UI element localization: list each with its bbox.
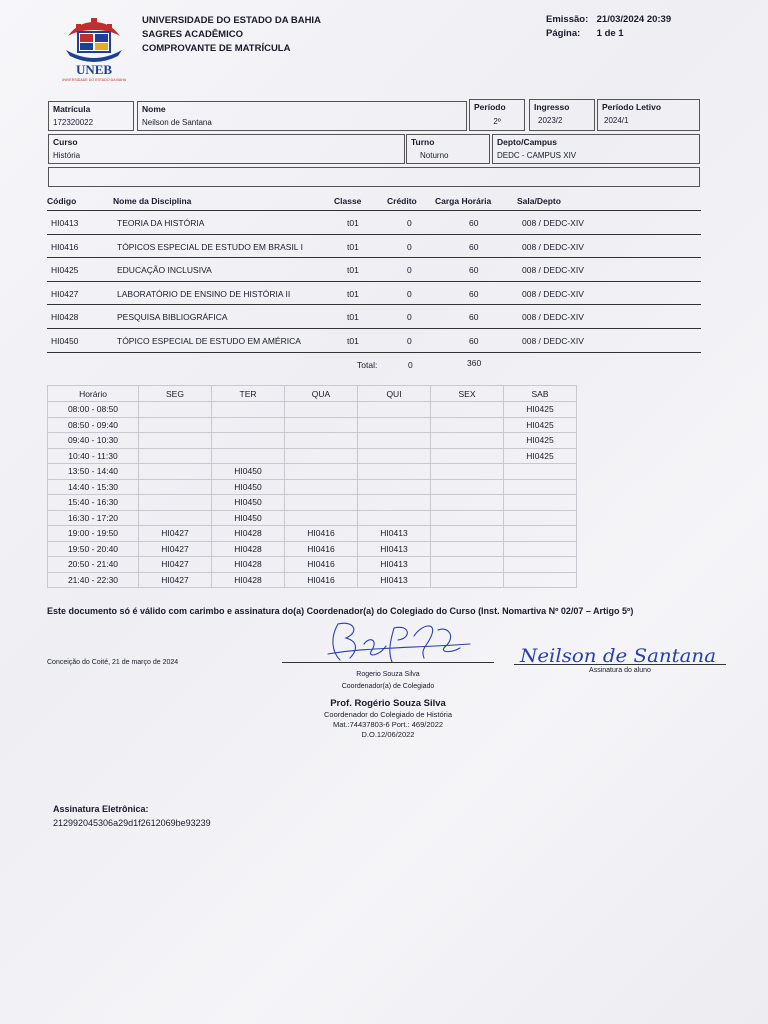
matricula-value: 172320022 bbox=[53, 118, 94, 127]
schedule-slot bbox=[139, 495, 212, 511]
course-class: t01 bbox=[347, 312, 359, 323]
document-title: COMPROVANTE DE MATRÍCULA bbox=[142, 43, 291, 54]
schedule-row bbox=[48, 479, 577, 495]
course-name: TEORIA DA HISTÓRIA bbox=[117, 218, 205, 228]
turno-value: Noturno bbox=[420, 151, 449, 160]
schedule-row bbox=[48, 510, 577, 526]
validity-note: Este documento só é válido com carimbo e assinatura do(a) Coordenador(a) do Colegiado do Curso (Inst. Nomartiva Nº 02/07 – Artigo 5º) bbox=[47, 606, 634, 616]
course-code: HI0428 bbox=[51, 312, 79, 323]
course-credit: 0 bbox=[407, 265, 412, 276]
col-codigo: Código bbox=[47, 196, 77, 206]
schedule-slot: HI0450 bbox=[212, 479, 285, 495]
coordinator-name: Rogerio Souza Silva bbox=[356, 671, 420, 678]
course-hours: 60 bbox=[469, 312, 479, 323]
schedule-slot bbox=[504, 541, 577, 557]
student-signature bbox=[516, 642, 726, 666]
periodo-box bbox=[469, 99, 525, 131]
schedule-time: 20:50 - 21:40 bbox=[48, 557, 139, 573]
course-code: HI0413 bbox=[51, 218, 79, 228]
schedule-slot bbox=[358, 402, 431, 418]
emission-info bbox=[546, 13, 671, 41]
schedule-slot bbox=[285, 479, 358, 495]
schedule-header-0: Horário bbox=[48, 386, 139, 402]
schedule-slot bbox=[431, 557, 504, 573]
svg-text:Neilson de Santana: Neilson de Santana bbox=[518, 645, 716, 666]
schedule-slot bbox=[285, 510, 358, 526]
schedule-time: 21:40 - 22:30 bbox=[48, 572, 139, 588]
nome-label: Nome bbox=[142, 104, 166, 114]
schedule-slot bbox=[431, 541, 504, 557]
schedule-slot bbox=[431, 479, 504, 495]
schedule-header-3: QUA bbox=[285, 386, 358, 402]
schedule-slot: HI0416 bbox=[285, 526, 358, 542]
schedule-slot: HI0413 bbox=[358, 541, 431, 557]
turno-label: Turno bbox=[411, 137, 435, 147]
schedule-slot: HI0450 bbox=[212, 495, 285, 511]
schedule-slot: HI0427 bbox=[139, 557, 212, 573]
stamp-do: D.O.12/06/2022 bbox=[361, 730, 415, 739]
schedule-row bbox=[48, 495, 577, 511]
svg-text:UNEB: UNEB bbox=[75, 62, 113, 77]
schedule-row bbox=[48, 541, 577, 557]
periodo-value: 2º bbox=[493, 117, 501, 126]
table-row bbox=[47, 305, 701, 329]
schedule-slot: HI0427 bbox=[139, 572, 212, 588]
pagina-value: 1 de 1 bbox=[596, 28, 624, 39]
course-room: 008 / DEDC-XIV bbox=[522, 288, 584, 299]
coordinator-role: Coordenador(a) de Colegiado bbox=[341, 683, 435, 690]
course-credit: 0 bbox=[407, 218, 412, 228]
schedule-slot bbox=[285, 464, 358, 480]
table-row bbox=[47, 235, 701, 259]
schedule-slot bbox=[431, 495, 504, 511]
course-hours: 60 bbox=[469, 218, 479, 228]
esig-value: 212992045306a29d1f2612069be93239 bbox=[53, 818, 211, 828]
schedule-slot: HI0428 bbox=[212, 541, 285, 557]
schedule-slot: HI0413 bbox=[358, 526, 431, 542]
course-credit: 0 bbox=[407, 335, 412, 346]
course-room: 008 / DEDC-XIV bbox=[522, 218, 584, 228]
schedule-row bbox=[48, 448, 577, 464]
schedule-header-6: SAB bbox=[504, 386, 577, 402]
course-name: TÓPICO ESPECIAL DE ESTUDO EM AMÉRICA bbox=[117, 335, 301, 346]
ingresso-value: 2023/2 bbox=[538, 116, 563, 125]
depto-value: DEDC - CAMPUS XIV bbox=[497, 151, 577, 160]
schedule-slot bbox=[212, 402, 285, 418]
emissao-label: Emissão: bbox=[546, 14, 589, 25]
course-name: PESQUISA BIBLIOGRÁFICA bbox=[117, 312, 228, 323]
course-name: EDUCAÇÃO INCLUSIVA bbox=[117, 265, 212, 276]
coordinator-block bbox=[282, 669, 494, 693]
schedule-row bbox=[48, 526, 577, 542]
stamp-role: Coordenador do Colegiado de História bbox=[324, 710, 452, 719]
schedule-slot: HI0425 bbox=[504, 402, 577, 418]
schedule-slot: HI0428 bbox=[212, 557, 285, 573]
course-room: 008 / DEDC-XIV bbox=[522, 312, 584, 323]
schedule-slot bbox=[504, 510, 577, 526]
schedule-slot bbox=[139, 479, 212, 495]
schedule-slot bbox=[139, 448, 212, 464]
table-row bbox=[47, 329, 701, 353]
course-credit: 0 bbox=[407, 312, 412, 323]
ingresso-label: Ingresso bbox=[534, 102, 570, 112]
schedule-slot bbox=[285, 495, 358, 511]
coordinator-signature bbox=[320, 618, 480, 666]
schedule-slot bbox=[431, 417, 504, 433]
periodo-letivo-value: 2024/1 bbox=[604, 116, 629, 125]
emissao-value: 21/03/2024 20:39 bbox=[596, 14, 672, 25]
schedule-time: 08:00 - 08:50 bbox=[48, 402, 139, 418]
depto-box bbox=[492, 134, 700, 164]
curso-box bbox=[48, 134, 405, 164]
courses-table bbox=[47, 196, 701, 353]
table-row bbox=[47, 258, 701, 282]
schedule-slot bbox=[358, 417, 431, 433]
schedule-time: 14:40 - 15:30 bbox=[48, 479, 139, 495]
schedule-time: 16:30 - 17:20 bbox=[48, 510, 139, 526]
schedule-slot bbox=[212, 448, 285, 464]
schedule-slot bbox=[358, 495, 431, 511]
schedule-slot bbox=[358, 464, 431, 480]
col-sala: Sala/Depto bbox=[517, 196, 561, 206]
matricula-label: Matrícula bbox=[53, 104, 91, 114]
course-class: t01 bbox=[347, 265, 359, 276]
course-class: t01 bbox=[347, 288, 359, 299]
schedule-slot bbox=[431, 433, 504, 449]
schedule-slot bbox=[431, 526, 504, 542]
schedule-slot: HI0428 bbox=[212, 526, 285, 542]
schedule-time: 10:40 - 11:30 bbox=[48, 448, 139, 464]
course-name: LABORATÓRIO DE ENSINO DE HISTÓRIA II bbox=[117, 288, 291, 299]
svg-text:UNIVERSIDADE DO ESTADO DA BAHI: UNIVERSIDADE DO ESTADO DA BAHIA bbox=[62, 78, 126, 82]
turno-box bbox=[406, 134, 490, 164]
schedule-slot: HI0416 bbox=[285, 572, 358, 588]
course-name: TÓPICOS ESPECIAL DE ESTUDO EM BRASIL I bbox=[117, 241, 303, 252]
total-carga: 360 bbox=[467, 358, 482, 368]
schedule-slot bbox=[212, 417, 285, 433]
schedule-slot bbox=[358, 479, 431, 495]
course-code: HI0425 bbox=[51, 265, 79, 276]
course-class: t01 bbox=[347, 241, 359, 252]
schedule-slot bbox=[431, 402, 504, 418]
schedule-header-1: SEG bbox=[139, 386, 212, 402]
schedule-slot bbox=[285, 417, 358, 433]
blank-box bbox=[48, 167, 700, 187]
schedule-grid bbox=[47, 385, 577, 588]
schedule-slot bbox=[431, 510, 504, 526]
schedule-time: 08:50 - 09:40 bbox=[48, 417, 139, 433]
stamp-name: Prof. Rogério Souza Silva bbox=[330, 698, 446, 709]
schedule-slot bbox=[358, 510, 431, 526]
schedule-header-2: TER bbox=[212, 386, 285, 402]
schedule-slot bbox=[504, 526, 577, 542]
col-carga: Carga Horária bbox=[435, 196, 492, 206]
course-class: t01 bbox=[347, 335, 359, 346]
schedule-slot: HI0413 bbox=[358, 557, 431, 573]
university-name: UNIVERSIDADE DO ESTADO DA BAHIA bbox=[142, 15, 321, 26]
schedule-time: 19:00 - 19:50 bbox=[48, 526, 139, 542]
schedule-slot bbox=[285, 402, 358, 418]
course-hours: 60 bbox=[469, 241, 479, 252]
schedule-slot: HI0416 bbox=[285, 541, 358, 557]
schedule-slot bbox=[212, 433, 285, 449]
course-credit: 0 bbox=[407, 288, 412, 299]
schedule-row bbox=[48, 417, 577, 433]
schedule-time: 19:50 - 20:40 bbox=[48, 541, 139, 557]
course-credit: 0 bbox=[407, 241, 412, 252]
schedule-slot: HI0450 bbox=[212, 464, 285, 480]
course-class: t01 bbox=[347, 218, 359, 228]
esig-label: Assinatura Eletrônica: bbox=[53, 804, 149, 814]
schedule-slot bbox=[285, 448, 358, 464]
student-signature-label: Assinatura do aluno bbox=[589, 667, 651, 674]
schedule-row bbox=[48, 464, 577, 480]
schedule-slot: HI0427 bbox=[139, 526, 212, 542]
ingresso-box bbox=[529, 99, 595, 131]
totals-row bbox=[47, 358, 701, 372]
schedule-slot bbox=[358, 433, 431, 449]
col-classe: Classe bbox=[334, 196, 362, 206]
schedule-slot bbox=[431, 448, 504, 464]
total-credito: 0 bbox=[408, 360, 413, 370]
schedule-slot bbox=[504, 572, 577, 588]
nome-box bbox=[137, 101, 467, 131]
schedule-slot bbox=[431, 572, 504, 588]
course-hours: 60 bbox=[469, 288, 479, 299]
total-label: Total: bbox=[357, 360, 378, 370]
schedule-slot bbox=[139, 402, 212, 418]
courses-header-row bbox=[47, 196, 701, 211]
table-row bbox=[47, 211, 701, 235]
course-room: 008 / DEDC-XIV bbox=[522, 335, 584, 346]
course-code: HI0427 bbox=[51, 288, 79, 299]
system-name: SAGRES ACADÊMICO bbox=[142, 29, 243, 40]
course-hours: 60 bbox=[469, 335, 479, 346]
schedule-slot bbox=[139, 510, 212, 526]
course-room: 008 / DEDC-XIV bbox=[522, 241, 584, 252]
schedule-row bbox=[48, 402, 577, 418]
coordinator-signature-line bbox=[282, 662, 494, 663]
course-code: HI0450 bbox=[51, 335, 79, 346]
schedule-slot bbox=[139, 433, 212, 449]
depto-label: Depto/Campus bbox=[497, 137, 557, 147]
course-room: 008 / DEDC-XIV bbox=[522, 265, 584, 276]
schedule-time: 13:50 - 14:40 bbox=[48, 464, 139, 480]
pagina-label: Página: bbox=[546, 28, 581, 39]
schedule-slot: HI0427 bbox=[139, 541, 212, 557]
schedule-slot bbox=[139, 464, 212, 480]
periodo-label: Período bbox=[474, 102, 506, 112]
table-row bbox=[47, 282, 701, 306]
course-code: HI0416 bbox=[51, 241, 79, 252]
nome-value: Neilson de Santana bbox=[142, 118, 212, 127]
place-date: Conceição do Coité, 21 de março de 2024 bbox=[47, 659, 179, 666]
schedule-row bbox=[48, 572, 577, 588]
col-nome: Nome da Disciplina bbox=[113, 196, 192, 206]
schedule-slot: HI0425 bbox=[504, 448, 577, 464]
schedule-slot: HI0416 bbox=[285, 557, 358, 573]
schedule-slot bbox=[504, 495, 577, 511]
schedule-slot: HI0428 bbox=[212, 572, 285, 588]
schedule-slot bbox=[504, 479, 577, 495]
schedule-time: 15:40 - 16:30 bbox=[48, 495, 139, 511]
periodo-letivo-label: Período Letivo bbox=[602, 102, 662, 112]
uneb-logo bbox=[62, 14, 126, 84]
schedule-slot bbox=[431, 464, 504, 480]
schedule-time: 09:40 - 10:30 bbox=[48, 433, 139, 449]
col-credito: Crédito bbox=[387, 196, 417, 206]
schedule-slot bbox=[358, 448, 431, 464]
schedule-slot bbox=[504, 464, 577, 480]
schedule-slot bbox=[504, 557, 577, 573]
periodo-letivo-box bbox=[597, 99, 700, 131]
schedule-row bbox=[48, 557, 577, 573]
student-signature-line bbox=[514, 664, 726, 665]
schedule-slot: HI0425 bbox=[504, 417, 577, 433]
electronic-signature bbox=[53, 802, 211, 830]
schedule-header-5: SEX bbox=[431, 386, 504, 402]
institution-header bbox=[142, 14, 321, 56]
curso-value: História bbox=[53, 151, 81, 160]
matricula-box bbox=[48, 101, 134, 131]
schedule-slot bbox=[285, 433, 358, 449]
schedule-slot: HI0425 bbox=[504, 433, 577, 449]
coordinator-stamp bbox=[282, 697, 494, 740]
schedule-slot: HI0413 bbox=[358, 572, 431, 588]
schedule-slot bbox=[139, 417, 212, 433]
course-hours: 60 bbox=[469, 265, 479, 276]
schedule-slot: HI0450 bbox=[212, 510, 285, 526]
stamp-mat: Mat.:74437803-6 Port.: 469/2022 bbox=[332, 720, 444, 729]
curso-label: Curso bbox=[53, 137, 78, 147]
schedule-header-4: QUI bbox=[358, 386, 431, 402]
schedule-row bbox=[48, 433, 577, 449]
